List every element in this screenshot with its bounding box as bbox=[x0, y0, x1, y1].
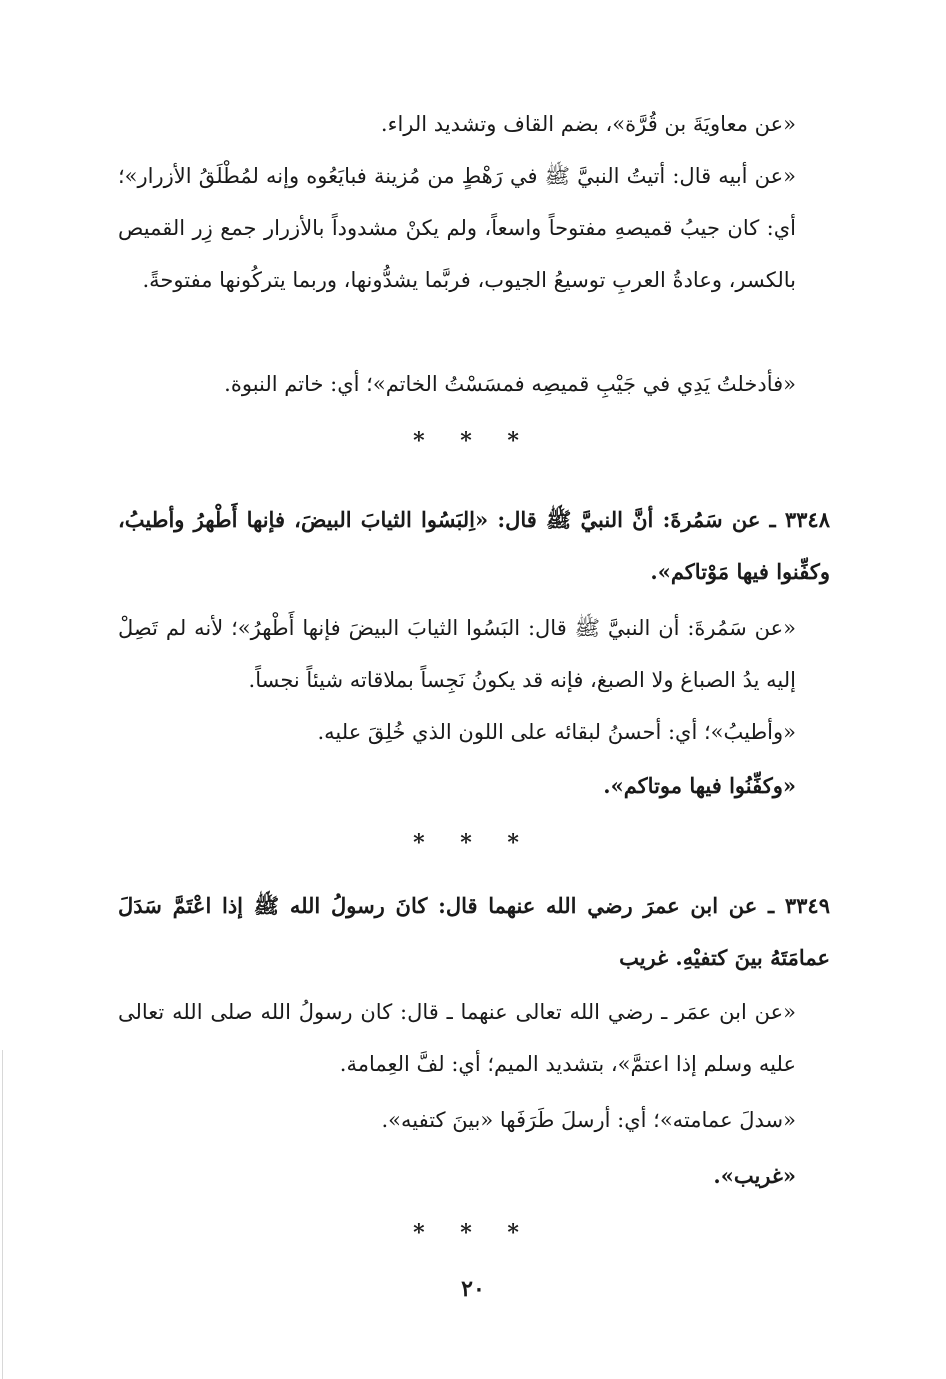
commentary-paragraph-qurra: «عن معاويَةَ بن قُرَّة»، بضم القاف وتشديد الراء. bbox=[380, 112, 796, 136]
commentary-paragraph-gharib: «غريب». bbox=[713, 1163, 796, 1188]
commentary-paragraph-turban-end: «سدلَ عمامته»؛ أي: أرسلَ طَرَفَها «بينَ كتفيه». bbox=[381, 1108, 796, 1132]
scan-edge-line bbox=[2, 1050, 3, 1379]
commentary-paragraph-seal: «فأدخلتُ يَدِي في جَيْبِ قميصِه فمسَسْتُ الخاتم»؛ أي: خاتم النبوة. bbox=[224, 372, 796, 396]
hadith-3348: ٣٣٤٨ ـ عن سَمُرةَ: أنَّ النبيَّ ﷺ قال: «اِلبَسُوا الثيابَ البيضَ، فإنها أَطْهرُ وأطيبُ، وكفِّنوا فيها مَوْتاكم». bbox=[118, 507, 830, 584]
commentary-paragraph-shroud: «وكفِّنُوا فيها موتاكم». bbox=[603, 773, 796, 798]
section-separator-3: * * * bbox=[413, 1220, 533, 1246]
hadith-3349: ٣٣٤٩ ـ عن ابن عمرَ رضي الله عنهما قال: كانَ رسولُ الله ﷺ إذا اعْتَمَّ سَدَلَ عمامَتَهُ بينَ كتفيْهِ. غريب bbox=[118, 893, 830, 970]
commentary-paragraph-more-pleasant: «وأطيبُ»؛ أي: أحسنُ لبقائه على اللون الذي خُلِقَ عليه. bbox=[317, 720, 796, 744]
commentary-paragraph-turban: «عن ابن عمَر ـ رضي الله تعالى عنهما ـ قال: كان رسولُ الله صلى الله تعالى عليه وسلم إذا اعتمَّ»، بتشديد الميم؛ أي: لفَّ العِمامة. bbox=[118, 1000, 796, 1076]
section-separator-1: * * * bbox=[413, 428, 533, 454]
section-separator-2: * * * bbox=[413, 830, 533, 856]
commentary-paragraph-white-clothes: «عن سَمُرةَ: أن النبيَّ ﷺ قال: البَسُوا الثيابَ البيضَ فإنها أَطْهرُ»؛ لأنه لم تَصِلْ إليه يدُ الصباغ ولا الصبغ، فإنه قد يكونُ نَجِساً بملاقاته شيئاً نجساً. bbox=[118, 616, 796, 692]
commentary-paragraph-loose-buttons: «عن أبيه قال: أتيتُ النبيَّ ﷺ في رَهْطٍ من مُزينة فبايَعُوه وإنه لمُطْلَقُ الأزرار»؛ أي: كان جيبُ قميصهِ مفتوحاً واسعاً، ولم يكنْ مشدوداً بالأزرار جمع زِر القميص بالكسر، وعادةُ العربِ توسيعُ الجيوب، فربَّما يشدُّونها، وربما يتركُونها مفتوحةً. bbox=[118, 164, 796, 292]
page-number: ٢٠ bbox=[461, 1276, 485, 1302]
